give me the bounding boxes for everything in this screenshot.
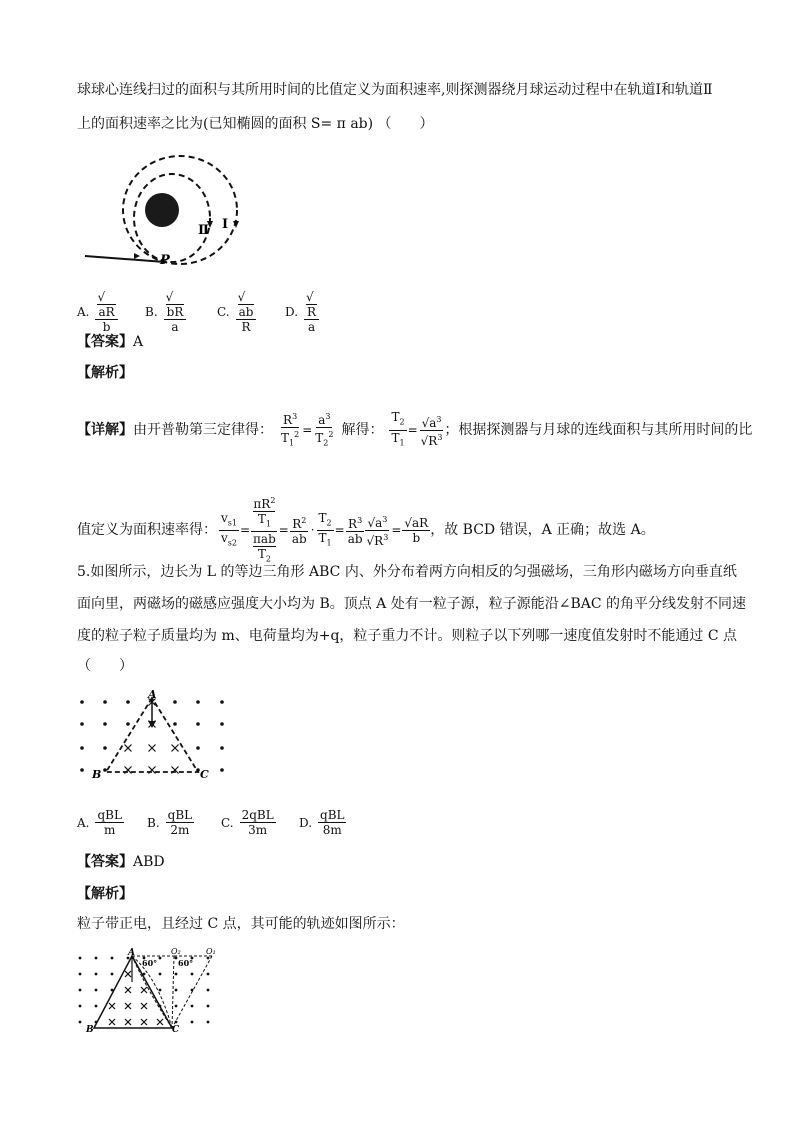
option-denominator: m <box>104 823 116 837</box>
field-into-page-cross <box>109 1019 115 1025</box>
field-out-of-page-dot <box>95 973 98 976</box>
option-letter: A. <box>77 815 90 830</box>
q4-option-d[interactable]: D. √ R a <box>285 290 319 334</box>
field-into-page-cross <box>141 1019 147 1025</box>
field-out-of-page-dot <box>207 973 210 976</box>
field-out-of-page-dot <box>95 957 98 960</box>
vertex-a: A <box>128 948 135 958</box>
center-o1: O₁ <box>206 947 216 956</box>
field-out-of-page-dot <box>159 957 162 960</box>
option-letter: B. <box>147 815 160 830</box>
option-denominator: b <box>102 320 111 334</box>
option-denominator: R <box>241 320 251 334</box>
field-into-page-cross <box>172 745 179 752</box>
field-out-of-page-dot <box>79 973 82 976</box>
field-into-page-cross <box>125 1019 131 1025</box>
option-denominator: 3m <box>248 823 268 837</box>
o2-to-c <box>172 956 174 1028</box>
q5-option-b[interactable] <box>147 808 194 837</box>
field-out-of-page-dot <box>80 700 84 704</box>
field-out-of-page-dot <box>159 989 162 992</box>
orbit-i <box>123 156 237 264</box>
answer-value: ABD <box>133 854 165 870</box>
option-numerator: qBL <box>320 808 345 822</box>
q4-option-a[interactable]: A. √ aR b <box>77 290 118 334</box>
option-denominator: a <box>171 320 179 334</box>
field-into-page-cross <box>141 987 147 993</box>
period-ratio: $\frac{T_2}{T_1}$ <box>391 410 405 448</box>
q4-text-line-2: 上的面积速率之比为(已知椭圆的面积 S= π ab) （ ） <box>77 116 434 132</box>
q5-option-a[interactable] <box>77 808 124 837</box>
field-out-of-page-dot <box>103 722 107 726</box>
detail-text: 值定义为面积速率得： <box>77 522 217 539</box>
option-numerator: ab <box>238 305 254 319</box>
field-out-of-page-dot <box>207 1021 210 1024</box>
kepler-rhs: $\frac{a^3}{T_2^2}$ <box>315 412 334 448</box>
answer-value: A <box>133 334 144 350</box>
field-out-of-page-dot <box>173 722 177 726</box>
vertex-b: B <box>92 768 102 781</box>
label-i: Ⅰ <box>222 217 229 232</box>
q4-analysis-label: 【解析】 <box>77 365 133 381</box>
option-letter: B. <box>145 305 158 319</box>
field-out-of-page-dot <box>207 989 210 992</box>
option-letter: D. <box>299 815 313 830</box>
field-out-of-page-dot <box>207 1005 210 1008</box>
q5-analysis-label: 【解析】 <box>77 886 133 902</box>
q5-text-line-1: 5.如图所示，边长为 L 的等边三角形 ABC 内、外分布着两方向相反的匀强磁场，三角形内磁场方向垂直纸 <box>77 564 737 580</box>
q4-detail-line-2: 值定义为面积速率得： $\frac{v_{s1}}{v_{s2}}$ = $\pi R^2$ $T_1$ πab $T_2$ = $\frac{R^2}{ab}$ · $\frac{T_2}{T_1}$ = $\frac{R^3}{ab}$ $\frac{√a^3}{√R^3}$ = $\frac{√aR}{b}$ ，故 BCD 错误，A 正确；故选 A。 <box>77 494 655 567</box>
q4-text-line-1: 球球心连线扫过的面积与其所用时间的比值定义为面积速率,则探测器绕月球运动过程中在轨道Ⅰ和轨道Ⅱ <box>77 82 713 98</box>
field-out-of-page-dot <box>95 989 98 992</box>
field-out-of-page-dot <box>175 957 178 960</box>
orbit-figure <box>80 148 240 273</box>
center-o2: O₂ <box>171 947 181 956</box>
q5-option-d[interactable] <box>299 808 346 837</box>
q5-answer <box>77 852 165 872</box>
triangle-abc <box>94 956 172 1028</box>
field-out-of-page-dot <box>196 700 200 704</box>
field-into-page-cross <box>141 1003 147 1009</box>
trajectory-arrow <box>134 253 140 259</box>
label-p: P <box>160 253 170 268</box>
q4-detail-line-1: 【详解】 由开普勒第三定律得： $\frac{R^3}{T_1^2}$ = $\frac{a^3}{T_2^2}$ 解得： $\frac{T_2}{T_1}$ = $\frac{√a^3}{√R^3}$ ；根据探测器与月球的连线面积与其所用时间的比 <box>77 410 752 450</box>
q5-text-line-3: 度的粒子粒子质量均为 m、电荷量均为+q，粒子重力不计。则粒子以下列哪一速度值发射时不能通过 C 点 <box>77 628 738 644</box>
field-out-of-page-dot <box>80 722 84 726</box>
field-out-of-page-dot <box>111 957 114 960</box>
field-into-page-cross <box>125 987 131 993</box>
triangle-field-figure <box>76 690 236 780</box>
option-letter: D. <box>285 305 299 319</box>
area-velocity-expanded: $\pi R^2$ $T_1$ πab $T_2$ <box>253 496 276 564</box>
field-into-page-cross <box>125 1003 131 1009</box>
option-denominator: 8m <box>322 823 342 837</box>
field-out-of-page-dot <box>80 768 84 772</box>
detail-text: ，故 BCD 错误，A 正确；故选 A。 <box>430 522 655 539</box>
field-out-of-page-dot <box>175 1005 178 1008</box>
field-out-of-page-dot <box>191 1021 194 1024</box>
detail-text: 由开普勒第三定律得： <box>133 422 273 439</box>
field-into-page-cross <box>125 767 132 774</box>
angle-label-2: 60° <box>178 958 194 968</box>
detail-text: ；根据探测器与月球的连线面积与其所用时间的比 <box>444 422 753 439</box>
option-numerator: aR <box>98 305 115 319</box>
vertex-c: C <box>172 1025 180 1035</box>
field-into-page-cross <box>109 1003 115 1009</box>
angle-label-1: 60° <box>142 958 158 968</box>
q5-text-line-4: （ ） <box>77 658 133 674</box>
field-out-of-page-dot <box>79 1021 82 1024</box>
field-out-of-page-dot <box>220 722 224 726</box>
field-out-of-page-dot <box>191 973 194 976</box>
trajectory-figure <box>74 948 224 1034</box>
vertex-a: A <box>148 688 157 701</box>
moon <box>145 193 179 227</box>
field-out-of-page-dot <box>126 700 130 704</box>
q5-analysis-text: 粒子带正电，且经过 C 点，其可能的轨迹如图所示： <box>77 916 405 932</box>
field-out-of-page-dot <box>175 989 178 992</box>
field-into-page-cross <box>149 767 156 774</box>
q5-text-line-2: 面向里，两磁场的磁感应强度大小均为 B。顶点 A 处有一粒子源，粒子源能沿∠BAC 的角平分线发射不同速 <box>77 596 747 612</box>
field-out-of-page-dot <box>79 957 82 960</box>
field-out-of-page-dot <box>79 1005 82 1008</box>
field-out-of-page-dot <box>196 746 200 750</box>
area-velocity-ratio: $\frac{v_{s1}}{v_{s2}}$ <box>221 510 237 548</box>
field-out-of-page-dot <box>103 746 107 750</box>
option-letter: A. <box>77 305 90 319</box>
field-out-of-page-dot <box>207 957 210 960</box>
field-out-of-page-dot <box>103 700 107 704</box>
q5-option-c[interactable] <box>221 808 276 837</box>
field-out-of-page-dot <box>79 989 82 992</box>
field-out-of-page-dot <box>220 746 224 750</box>
field-out-of-page-dot <box>103 768 107 772</box>
q4-option-b[interactable]: B. √ bR a <box>145 290 186 334</box>
q4-answer <box>77 332 143 352</box>
option-denominator: a <box>307 320 316 334</box>
kepler-lhs: $\frac{R^3}{T_1^2}$ <box>281 412 300 448</box>
detail-text: 解得： <box>341 422 384 439</box>
field-out-of-page-dot <box>196 722 200 726</box>
option-numerator: qBL <box>97 808 122 822</box>
field-out-of-page-dot <box>126 722 130 726</box>
field-out-of-page-dot <box>80 746 84 750</box>
field-out-of-page-dot <box>95 1005 98 1008</box>
field-out-of-page-dot <box>191 1005 194 1008</box>
option-numerator: qBL <box>167 808 193 822</box>
option-denominator: 2m <box>170 823 190 837</box>
vertex-b: B <box>86 1025 94 1035</box>
vertex-c: C <box>200 768 209 781</box>
option-numerator: bR <box>166 305 184 319</box>
option-numerator: R <box>307 305 317 319</box>
option-numerator: 2qBL <box>241 808 274 822</box>
answer-label: 【答案】 <box>77 334 133 350</box>
field-out-of-page-dot <box>173 700 177 704</box>
label-ii: Ⅱ <box>198 223 209 238</box>
field-out-of-page-dot <box>111 973 114 976</box>
field-out-of-page-dot <box>175 973 178 976</box>
period-ratio-root: $\frac{√a^3}{√R^3}$ <box>420 414 443 448</box>
q4-option-c[interactable]: C. √ ab R <box>217 290 256 334</box>
field-into-page-cross <box>125 971 131 977</box>
field-into-page-cross <box>125 745 132 752</box>
answer-label: 【答案】 <box>77 854 133 870</box>
field-out-of-page-dot <box>220 700 224 704</box>
field-out-of-page-dot <box>159 973 162 976</box>
option-letter: C. <box>217 305 230 319</box>
field-into-page-cross <box>157 1019 163 1025</box>
field-out-of-page-dot <box>220 768 224 772</box>
detail-label: 【详解】 <box>77 422 133 439</box>
field-into-page-cross <box>149 745 156 752</box>
option-letter: C. <box>221 815 234 830</box>
